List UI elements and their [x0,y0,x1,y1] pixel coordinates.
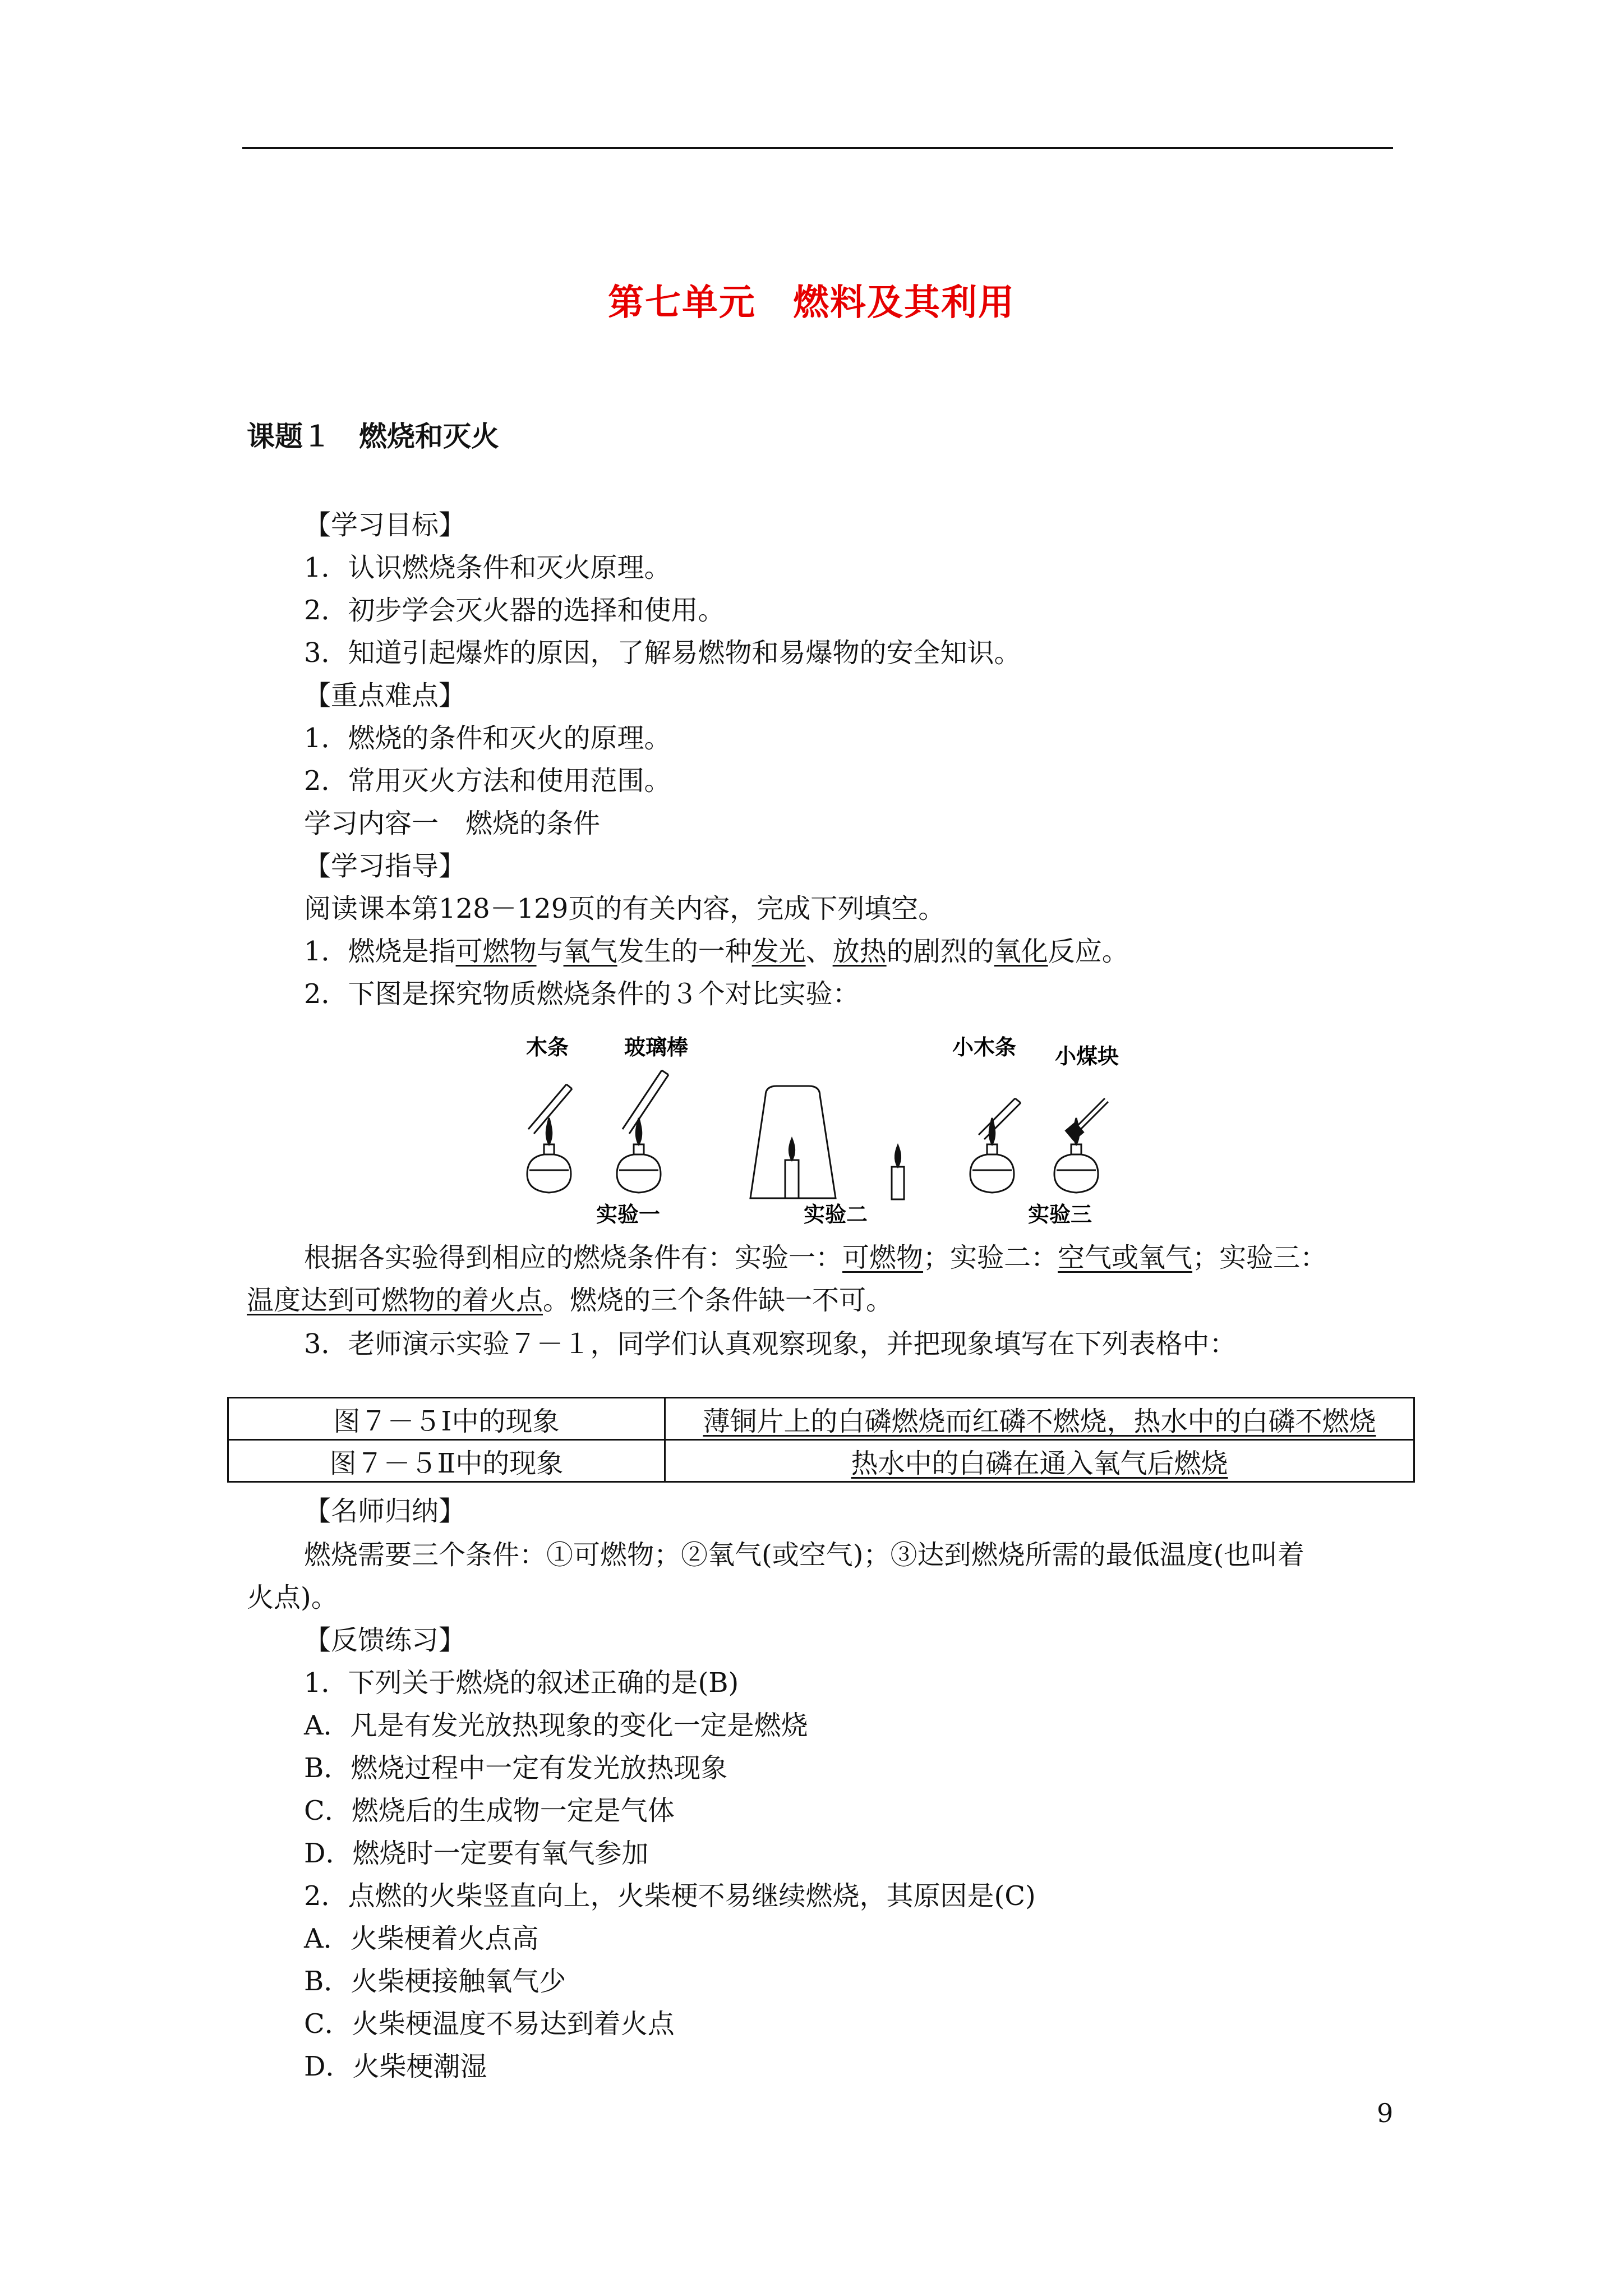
label-small-wood: 小木条 [952,1035,1017,1060]
option: B．火柴梗接触氧气少 [304,1966,566,1997]
table-cell-answer: 热水中的白磷在通入氧气后燃烧 [665,1440,1414,1482]
label-exp3: 实验三 [1027,1202,1092,1227]
experiment-figure [522,1020,1127,1233]
key-item: 2．常用灭火方法和使用范围。 [304,765,671,797]
goal-item: 3．知道引起爆炸的原因，了解易燃物和易爆物的安全知识。 [304,637,1021,669]
feedback-header: 【反馈练习】 [304,1625,466,1656]
table-cell-answer: 薄铜片上的白磷燃烧而红磷不燃烧，热水中的白磷不燃烧 [665,1398,1414,1440]
alcohol-lamp-icon [970,1118,1014,1193]
option: D．火柴梗潮湿 [304,2051,487,2082]
answer-blank: 可燃物 [455,936,537,967]
label-exp1: 实验一 [596,1202,661,1227]
page-number: 9 [1377,2098,1394,2128]
table-cell-label: 图７－５Ⅱ中的现象 [228,1440,665,1482]
table-row [228,1398,1414,1440]
header-rule [242,147,1393,149]
glass-rod-icon [623,1070,668,1134]
conclusion-line1: 根据各实验得到相应的燃烧条件有：实验一：可燃物；实验二：空气或氧气；实验三： [304,1242,1327,1273]
content-heading: 学习内容一 燃烧的条件 [304,808,601,839]
guide-intro: 阅读课本第128－129页的有关内容，完成下列填空。 [304,893,946,924]
teacher-header: 【名师归纳】 [304,1496,466,1527]
label-wood: 木条 [525,1035,569,1060]
answer-blank: 氧气 [563,936,617,967]
item-1: 1．燃烧是指可燃物与氧气发生的一种发光、放热的剧烈的氧化反应。 [304,936,1129,967]
bell-jar-icon [750,1086,836,1198]
observation-table [227,1397,1415,1483]
unit-title: 第七单元 燃料及其利用 [608,282,1015,324]
question-1: 1．下列关于燃烧的叙述正确的是(B) [304,1667,739,1699]
goal-item: 1．认识燃烧条件和灭火原理。 [304,552,671,583]
answer-blank: 空气或氧气 [1058,1242,1193,1273]
table-cell-label: 图７－５Ⅰ中的现象 [228,1398,665,1440]
label-exp2: 实验二 [803,1202,868,1227]
option: C．燃烧后的生成物一定是气体 [304,1795,675,1826]
item-3: 3．老师演示实验７－１，同学们认真观察现象，并把现象填写在下列表格中： [304,1328,1237,1360]
option: D．燃烧时一定要有氧气参加 [304,1838,649,1869]
candle-icon [892,1145,904,1199]
answer-blank: 放热 [832,936,887,967]
goals-header: 【学习目标】 [304,509,466,541]
goal-item: 2．初步学会灭火器的选择和使用。 [304,595,725,626]
answer-blank: 氧化 [994,936,1048,967]
option: B．燃烧过程中一定有发光放热现象 [304,1752,728,1784]
option: A．火柴梗着火点高 [304,1923,539,1954]
question-2: 2．点燃的火柴竖直向上，火柴梗不易继续燃烧，其原因是(C) [304,1880,1036,1912]
key-header: 【重点难点】 [304,680,466,711]
teacher-line: 火点)。 [247,1582,338,1613]
conclusion-line2: 温度达到可燃物的着火点。燃烧的三个条件缺一不可。 [247,1285,893,1316]
answer-blank: 温度达到可燃物的着火点 [247,1285,543,1316]
option: A．凡是有发光放热现象的变化一定是燃烧 [304,1710,808,1741]
answer-blank: 可燃物 [842,1242,924,1273]
teacher-line: 燃烧需要三个条件：①可燃物；②氧气(或空气)；③达到燃烧所需的最低温度(也叫着 [304,1539,1305,1571]
label-glass-rod: 玻璃棒 [624,1035,689,1060]
small-wooden-stick-icon [979,1098,1021,1139]
alcohol-lamp-icon [1054,1118,1098,1193]
key-item: 1．燃烧的条件和灭火的原理。 [304,723,671,754]
coal-lump-icon [1066,1098,1108,1140]
answer-blank: 发光 [751,936,806,967]
alcohol-lamp-icon [527,1118,571,1193]
lesson-title: 课题１ 燃烧和灭火 [247,420,499,453]
option: C．火柴梗温度不易达到着火点 [304,2008,675,2040]
label-coal: 小煤块 [1054,1044,1119,1069]
item-2: 2．下图是探究物质燃烧条件的３个对比实验： [304,978,860,1010]
guide-header: 【学习指导】 [304,850,466,882]
table-row [228,1440,1414,1482]
